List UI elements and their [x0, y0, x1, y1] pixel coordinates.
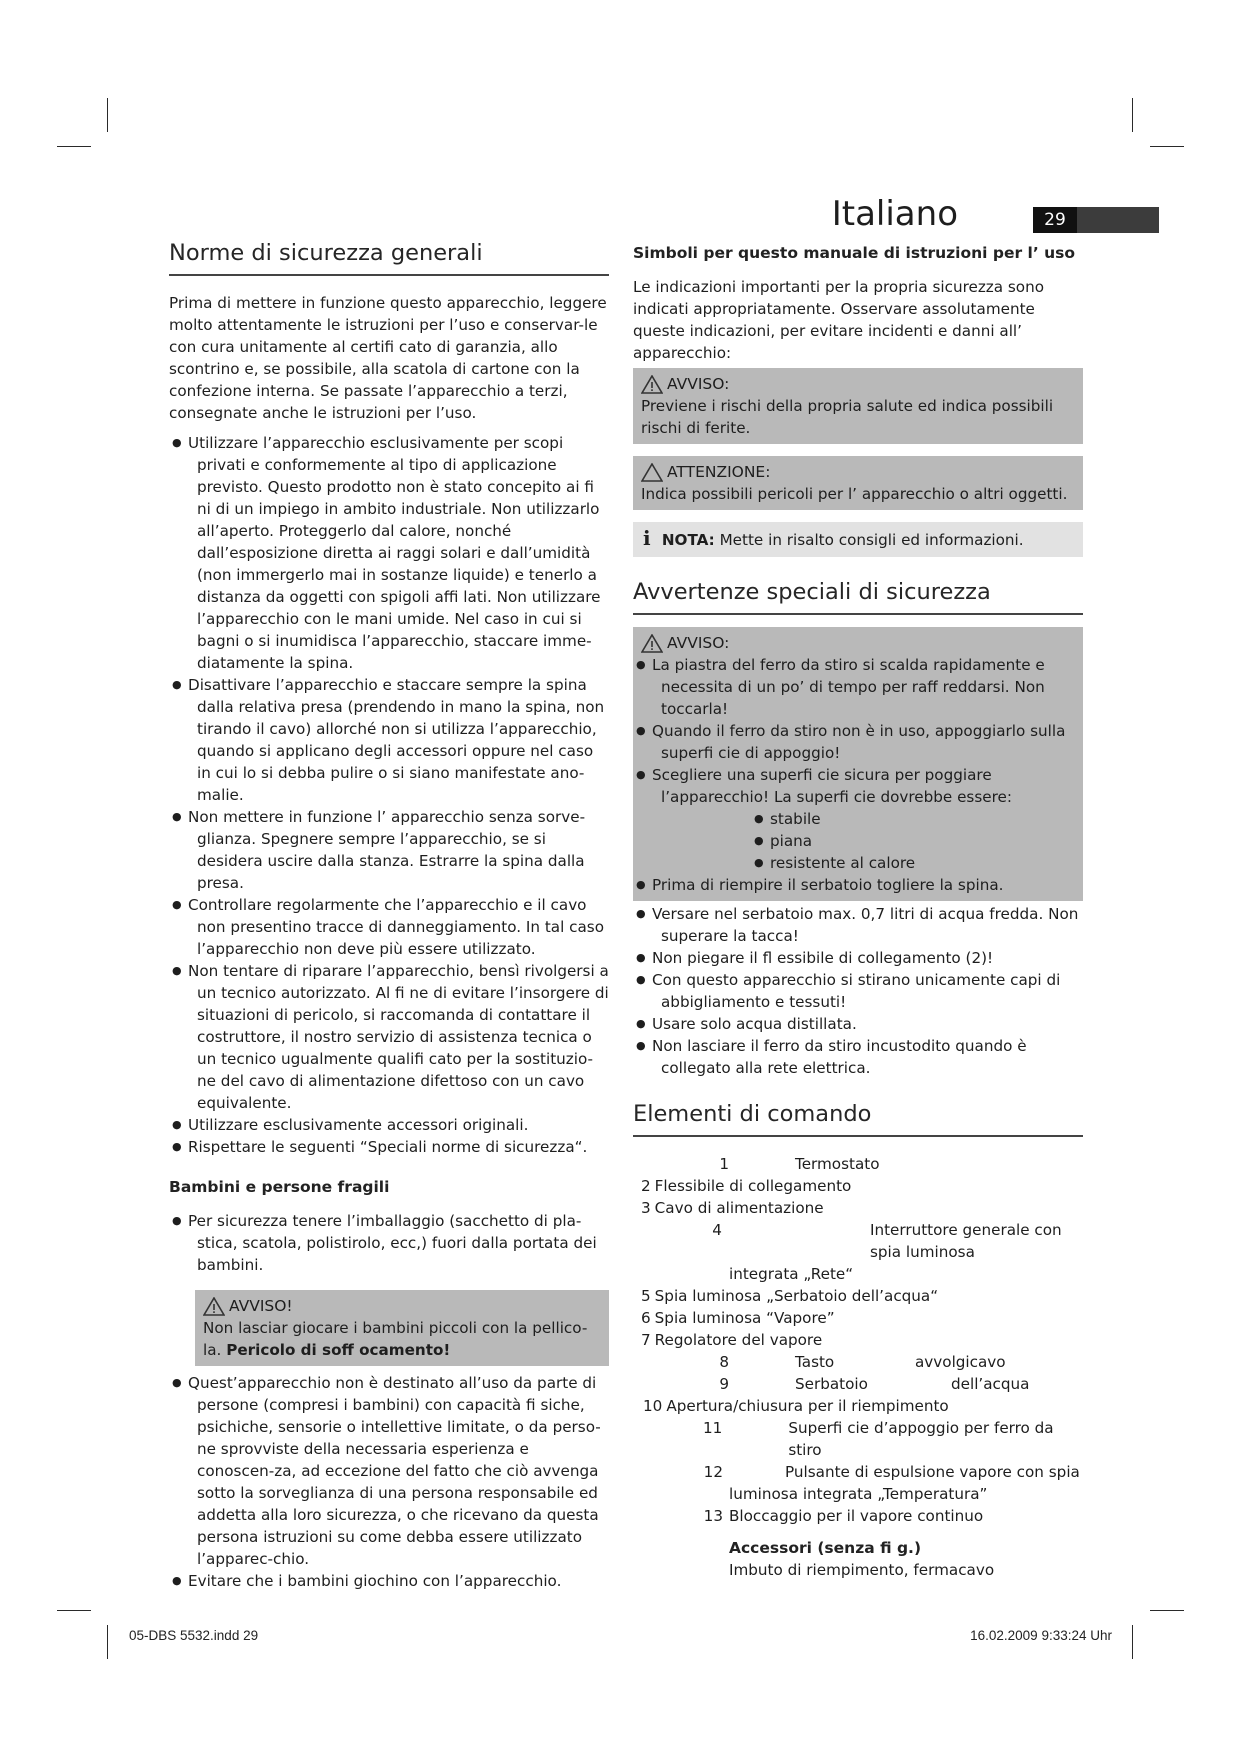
list-item: ● Utilizzare l’apparecchio esclusivamente per scopi privati e conformemente al tipo di applicazione previsto. Questo prodotto non è stato concepito ai fi ni di un impiego in ambito industriale. Non utilizzarlo all’aperto. Proteggerlo dal calore, nonché dall’esposizione diretta ai raggi solari e dall’umidità (non immergerlo mai in sostanze liquide) e tenerlo a distanza da oggetti con spigoli affi lati. Non utilizzare l’apparecchio con le mani umide. Nel caso in cui si bagni o si inumidisca l’apparecchio, staccare imme-diatamente la spina.: [169, 432, 609, 674]
list-item: ● Non piegare il fl essibile di collegamento (2)!: [633, 947, 1083, 969]
accessories: [729, 1537, 1083, 1581]
warning-text: Non lasciar giocare i bambini piccoli con la pellico-la. Pericolo di soff ocamento!: [203, 1319, 588, 1359]
control-item: 9 Serbatoio dell’acqua: [719, 1375, 1030, 1393]
warning-triangle-icon: [641, 375, 663, 394]
avviso-box: [633, 368, 1083, 444]
caution-triangle-icon: [641, 463, 663, 482]
list-item: ● Controllare regolarmente che l’apparecchio e il cavo non presentino tracce di danneggiamento. In tal caso l’apparecchio non deve più essere utilizzato.: [169, 894, 609, 960]
list-item: ● Quest’apparecchio non è destinato all’uso da parte di persone (compresi i bambini) con capacità fi siche, psichiche, sensorie o intellettive limitate, o da perso-ne sprovviste della necessaria esperienza e conoscen-za, ad eccezione del fatto che ciò avvenga sotto la sorveglianza di una persona responsabile ed addetta alla loro sicurezza, o che ricevano da questa persona istruzioni su come debba essere utilizzato l’apparec-chio.: [169, 1372, 609, 1570]
list-item: ● Evitare che i bambini giochino con l’apparecchio.: [169, 1570, 609, 1592]
list-item: ● Non mettere in funzione l’ apparecchio senza sorve-glianza. Spegnere sempre l’apparecchio, se si desidera uscire dalla stanza. Estrarre la spina dalla presa.: [169, 806, 609, 894]
list-item: ● resistente al calore: [751, 852, 1075, 874]
left-column: [169, 238, 609, 1592]
attenzione-text: Indica possibili pericoli per l’ apparecchio o altri oggetti.: [641, 485, 1068, 503]
footer-datetime: 16.02.2009 9:33:24 Uhr: [970, 1628, 1112, 1643]
list-item: ● La piastra del ferro da stiro si scalda rapidamente e necessita di un po’ di tempo per raff reddarsi. Non toccarla!: [633, 654, 1075, 720]
control-item: 5 Spia luminosa „Serbatoio dell’acqua“: [641, 1287, 939, 1305]
accessories-text: Imbuto di riempimento, fermacavo: [729, 1561, 995, 1579]
nota-label: NOTA:: [661, 531, 715, 549]
crop-mark: [1150, 146, 1184, 147]
crop-mark: [107, 1625, 108, 1659]
control-item: 8 Tasto avvolgicavo: [719, 1353, 1006, 1371]
attenzione-title: ATTENZIONE:: [667, 463, 771, 481]
special-warning-list: [633, 654, 1075, 808]
list-item: ● Con questo apparecchio si stirano unicamente capi di abbigliamento e tessuti!: [633, 969, 1083, 1013]
control-item: 1 Termostato: [719, 1155, 880, 1173]
control-item: 6 Spia luminosa “Vapore”: [641, 1309, 835, 1327]
avviso-text: Previene i rischi della propria salute ed indica possibili rischi di ferite.: [641, 397, 1054, 437]
attenzione-box: [633, 456, 1083, 510]
control-item: 11 Superfi cie d’appoggio per ferro da stiro: [702, 1419, 1054, 1459]
special-warning-box: [633, 627, 1083, 901]
avviso-title: AVVISO:: [667, 375, 730, 393]
children-list: [169, 1210, 609, 1276]
crop-mark: [57, 1610, 91, 1611]
control-item: 13 Bloccaggio per il vapore continuo: [703, 1507, 984, 1525]
surface-requirements-list: [751, 808, 1075, 874]
control-item-continuation: integrata „Rete“: [729, 1265, 854, 1283]
page-number: 29: [1033, 207, 1077, 233]
section-title-controls: Elementi di comando: [633, 1099, 1083, 1137]
list-item: ● Utilizzare esclusivamente accessori originali.: [169, 1114, 609, 1136]
controls-list: [633, 1153, 1083, 1527]
special-safety-list: [633, 903, 1083, 1079]
list-item: ● piana: [751, 830, 1075, 852]
nota-box: [633, 522, 1083, 557]
language-title: Italiano: [831, 194, 958, 234]
list-item: ● Prima di riempire il serbatoio togliere la spina.: [633, 874, 1075, 896]
list-item: ● stabile: [751, 808, 1075, 830]
list-item: ● Scegliere una superfi cie sicura per poggiare l’apparecchio! La superfi cie dovrebbe essere:: [633, 764, 1075, 808]
intro-paragraph: Prima di mettere in funzione questo apparecchio, leggere molto attentamente le istruzioni per l’uso e conservar-le con cura unitamente al certifi cato di garanzia, allo scontrino e, se possibile, alla scatola di cartone con la confezione interna. Se passate l’apparecchio a terzi, consegnate anche le istruzioni per l’uso.: [169, 294, 607, 422]
control-item-continuation: luminosa integrata „Temperatura”: [729, 1485, 988, 1503]
list-item: ● Non lasciare il ferro da stiro incustodito quando è collegato alla rete elettrica.: [633, 1035, 1083, 1079]
avviso-header: [641, 373, 1075, 395]
symbols-intro: Le indicazioni importanti per la propria sicurezza sono indicati appropriatamente. Osservare assolutamente queste indicazioni, per evitare incidenti e danni all’ apparecchio:: [633, 278, 1045, 362]
control-item: 7 Regolatore del vapore: [641, 1331, 823, 1349]
accessories-title: Accessori (senza fi g.): [729, 1539, 922, 1557]
crop-mark: [107, 98, 108, 132]
list-item: ● Disattivare l’apparecchio e staccare sempre la spina dalla relativa presa (prendendo in mano la spina, non tirando il cavo) allorché non si utilizza l’apparecchio, quando si applicano degli accessori oppure nel caso in cui lo si debba pulire o si siano manifestate ano-malie.: [169, 674, 609, 806]
control-item: 12 Pulsante di espulsione vapore con spia: [703, 1463, 1080, 1481]
warning-triangle-icon: [641, 634, 663, 653]
special-warning-title: AVVISO:: [667, 634, 730, 652]
list-item: ● Rispettare le seguenti “Speciali norme di sicurezza“.: [169, 1136, 609, 1158]
control-item: 4 Interruttore generale con spia luminosa: [712, 1221, 1062, 1261]
children-list-2: [169, 1372, 609, 1592]
right-column: [633, 238, 1083, 1581]
crop-mark: [1150, 1610, 1184, 1611]
warning-title: AVVISO!: [229, 1297, 293, 1315]
section-title-special-safety: Avvertenze speciali di sicurezza: [633, 577, 1083, 615]
section-title-general-safety: Norme di sicurezza generali: [169, 238, 609, 276]
crop-mark: [1132, 98, 1133, 132]
warning-box-suffocation: [195, 1290, 609, 1366]
special-warning-header: [641, 632, 1075, 654]
info-icon: i: [643, 526, 651, 550]
crop-mark: [57, 146, 91, 147]
special-warning-list-end: [633, 874, 1075, 896]
list-item: ● Quando il ferro da stiro non è in uso, appoggiarlo sulla superfi cie di appoggio!: [633, 720, 1075, 764]
symbols-subtitle: Simboli per questo manuale di istruzioni per l’ uso: [633, 244, 1076, 262]
nota-text: Mette in risalto consigli ed informazioni.: [719, 531, 1024, 549]
list-item: ● Non tentare di riparare l’apparecchio, bensì rivolgersi a un tecnico autorizzato. Al fi ne di evitare l’insorgere di situazioni di pericolo, si raccomanda di contattare il costruttore, il nostro servizio di assistenza tecnica o un tecnico ugualmente qualifi cato per la sostituzio-ne del cavo di alimentazione difettoso con un cavo equivalente.: [169, 960, 609, 1114]
warning-bold-text: Pericolo di soff ocamento!: [226, 1341, 451, 1359]
control-item: 2 Flessibile di collegamento: [641, 1177, 852, 1195]
list-item: ● Versare nel serbatoio max. 0,7 litri di acqua fredda. Non superare la tacca!: [633, 903, 1083, 947]
crop-mark: [1132, 1625, 1133, 1659]
control-item: 10 Apertura/chiusura per il riempimento: [643, 1397, 949, 1415]
footer-file: 05-DBS 5532.indd 29: [129, 1628, 259, 1643]
list-item: ● Usare solo acqua distillata.: [633, 1013, 1083, 1035]
control-item: 3 Cavo di alimentazione: [641, 1199, 824, 1217]
attenzione-header: [641, 461, 1075, 483]
warning-box-header: [203, 1295, 601, 1317]
warning-triangle-icon: [203, 1297, 225, 1316]
children-subtitle: Bambini e persone fragili: [169, 1178, 390, 1196]
list-item: ● Per sicurezza tenere l’imballaggio (sacchetto di pla-stica, scatola, polistirolo, ecc,) fuori dalla portata dei bambini.: [169, 1210, 609, 1276]
general-safety-list: [169, 432, 609, 1158]
